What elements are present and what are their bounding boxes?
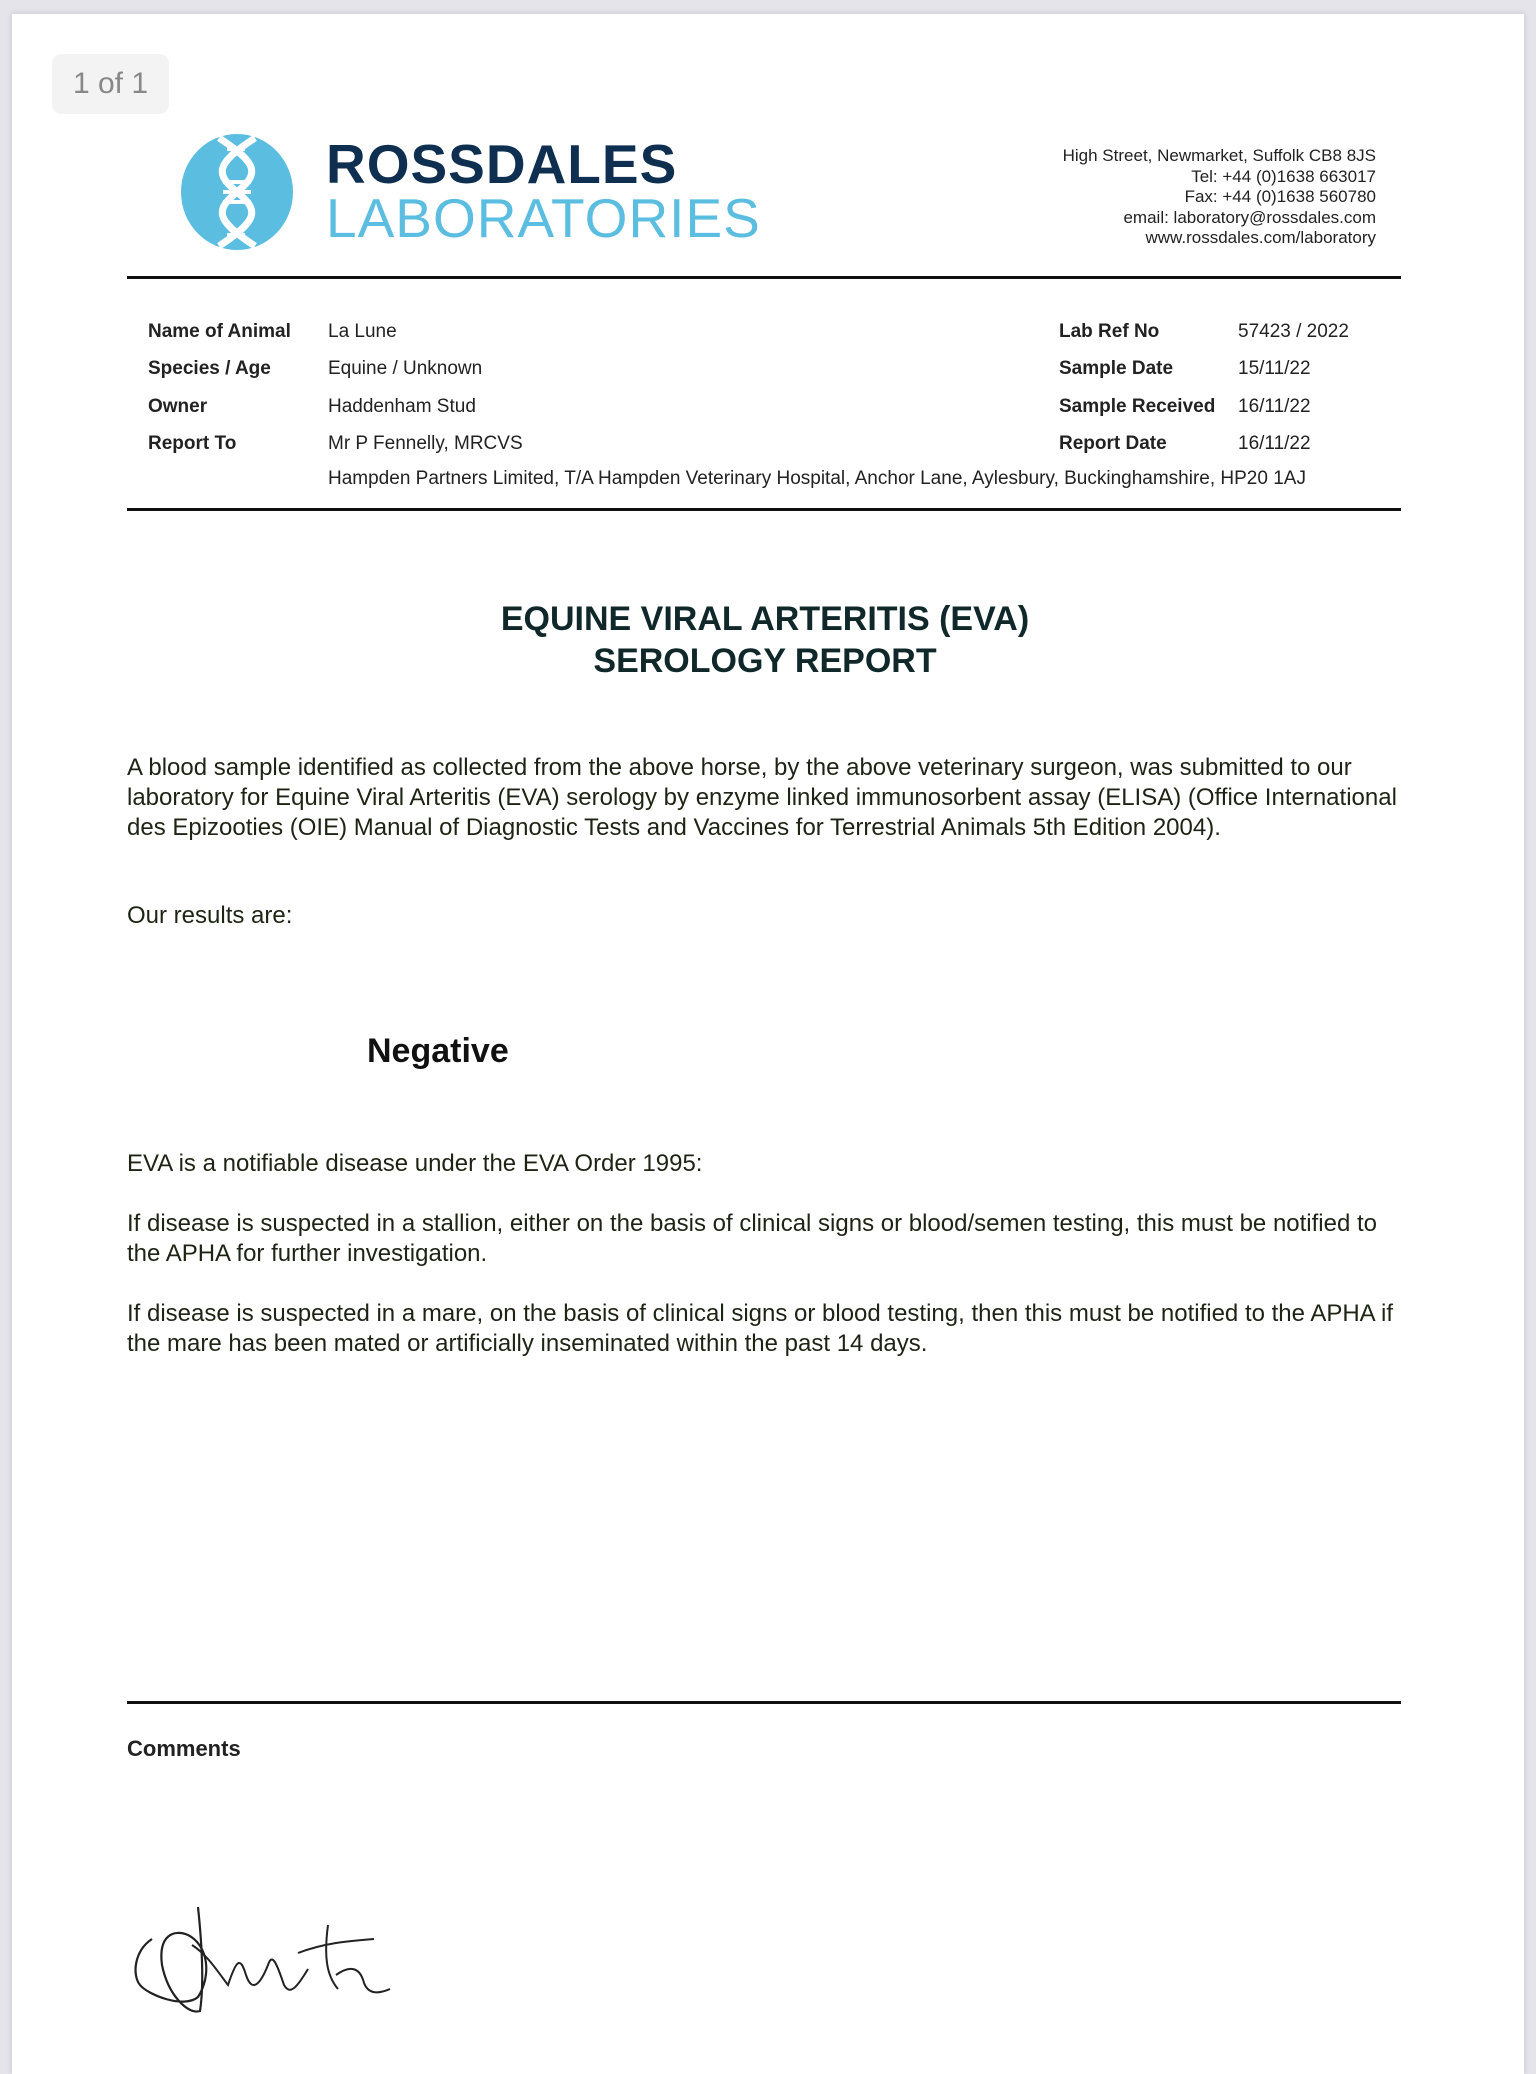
brand-subtitle: LABORATORIES <box>326 187 761 249</box>
intro-paragraph: A blood sample identified as collected from the above horse, by the above veterinary surgeon, was submitted to our laboratory for Equine Viral Arteritis (EVA) serology by enzyme linked immunosorbent assay (ELISA) (Office International des Epizooties (OIE) Manual of Diagnostic Tests and Vaccines for Terrestrial Animals 5th Edition 2004). <box>127 754 1397 841</box>
telephone: Tel: +44 (0)1638 663017 <box>1191 166 1376 186</box>
address: High Street, Newmarket, Suffolk CB8 8JS <box>1062 146 1376 165</box>
sample-received-label: Sample Received <box>1059 396 1216 417</box>
report-date-value: 16/11/22 <box>1238 433 1311 454</box>
divider <box>127 508 1401 511</box>
divider <box>127 276 1401 279</box>
report-to-label: Report To <box>148 433 237 454</box>
animal-name-label: Name of Animal <box>148 321 291 342</box>
stallion-note: If disease is suspected in a stallion, either on the basis of clinical signs or blood/semen testing, this must be notified to the APHA for further investigation. <box>127 1210 1378 1267</box>
lab-ref-label: Lab Ref No <box>1059 321 1160 342</box>
comments-label: Comments <box>127 1736 241 1761</box>
owner-value: Haddenham Stud <box>328 396 476 417</box>
brand-name: ROSSDALES <box>326 133 678 195</box>
results-intro: Our results are: <box>127 902 293 929</box>
species-age-label: Species / Age <box>148 358 271 379</box>
dna-logo-icon <box>179 134 295 250</box>
report-title: EQUINE VIRAL ARTERITIS (EVA) <box>500 600 1030 638</box>
test-result: Negative <box>367 1032 509 1070</box>
report-to-value: Mr P Fennelly, MRCVS <box>328 433 523 454</box>
owner-label: Owner <box>148 396 208 417</box>
website: www.rossdales.com/laboratory <box>1145 228 1376 247</box>
signature <box>128 1905 458 2015</box>
report-to-address: Hampden Partners Limited, T/A Hampden Veterinary Hospital, Anchor Lane, Aylesbury, Buckinghamshire, HP20 1AJ <box>328 468 1306 489</box>
email: email: laboratory@rossdales.com <box>1123 207 1376 227</box>
lab-ref-value: 57423 / 2022 <box>1238 321 1349 342</box>
fax: Fax: +44 (0)1638 560780 <box>1184 187 1376 206</box>
species-age-value: Equine / Unknown <box>328 358 483 379</box>
animal-name-value: La Lune <box>328 321 397 342</box>
divider <box>127 1701 1401 1704</box>
mare-note: If disease is suspected in a mare, on the basis of clinical signs or blood testing, then this must be notified to the APHA if the mare has been mated or artificially inseminated within the past 14 days. <box>127 1300 1394 1357</box>
sample-date-value: 15/11/22 <box>1238 358 1311 379</box>
sample-date-label: Sample Date <box>1059 358 1174 379</box>
page-indicator: 1 of 1 <box>52 54 169 114</box>
lab-contact-block <box>1063 146 1376 249</box>
report-subtitle: SEROLOGY REPORT <box>593 642 937 680</box>
notifiable-notice: EVA is a notifiable disease under the EVA Order 1995: <box>127 1150 703 1177</box>
sample-received-value: 16/11/22 <box>1238 396 1311 417</box>
report-date-label: Report Date <box>1059 433 1167 454</box>
document-page <box>12 14 1524 2074</box>
